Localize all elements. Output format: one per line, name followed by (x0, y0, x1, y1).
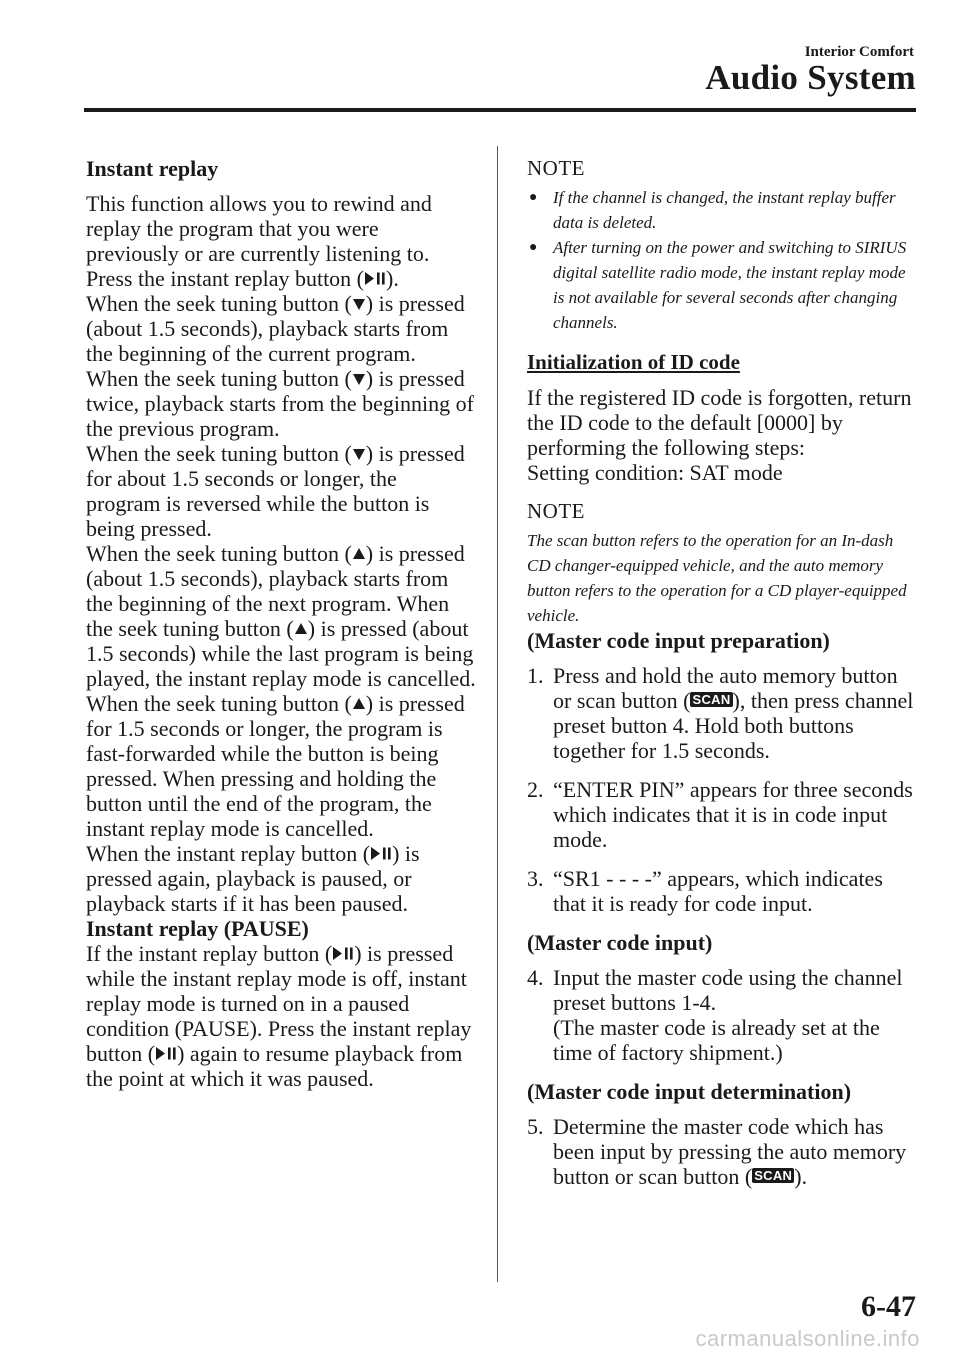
bullet-icon: ● (529, 190, 538, 205)
press-text-end: ). (386, 266, 399, 291)
press-text: Press the instant replay button ( (86, 266, 365, 291)
play-pause-icon (370, 846, 392, 861)
note-list (527, 185, 917, 335)
init-id-code-heading: Initialization of ID code (527, 350, 740, 374)
triangle-down-icon (352, 372, 366, 386)
play-pause-icon (364, 271, 386, 286)
prep-heading: (Master code input preparation) (527, 628, 830, 653)
step-4: 4. Input the master code using the channel preset buttons 1-4. (527, 965, 903, 1015)
left-column (86, 156, 476, 1091)
play-pause-icon (332, 946, 354, 961)
step-3: 3. “SR1 - - - -” appears, which indicates that it is ready for code input. (527, 866, 883, 916)
paragraph-seek-down-3: When the seek tuning button ( ) is pressed for about 1.5 seconds or longer, the program is reversed while the button is being pressed. (86, 441, 465, 541)
determination-heading: (Master code input determination) (527, 1079, 852, 1104)
paragraph-seek-down-1: When the seek tuning button ( ) is pressed (about 1.5 seconds), playback starts from the beginning of the current program. (86, 291, 465, 366)
right-column (527, 156, 917, 1189)
triangle-down-icon (352, 447, 366, 461)
paragraph-replay-again: When the instant replay button ( ) is pressed again, playback is paused, or playback starts if it has been paused. (86, 841, 420, 916)
paragraph-seek-up-1: When the seek tuning button ( ) is pressed (about 1.5 seconds), playback starts from the beginning of the next program. When the seek tuning button ( ) is pressed (about 1.5 seconds) while the last program is being played, the instant replay mode is cancelled. (86, 541, 476, 691)
intro-text: This function allows you to rewind and replay the program that you were previously or are currently listening to. (86, 191, 432, 266)
step-5: 5. Determine the master code which has been input by pressing the auto memory button or scan button ( SCAN). (527, 1114, 907, 1189)
step-1: 1. Press and hold the auto memory button or scan button ( SCAN), then press channel preset button 4. Hold both buttons together for 1.5 seconds. (527, 663, 914, 763)
note-text: The scan button refers to the operation for an In-dash CD changer-equipped vehicle, and the auto memory button refers to the operation for a CD player-equipped vehicle. (527, 531, 907, 625)
setting-condition: Setting condition: SAT mode (527, 460, 783, 485)
triangle-up-icon (352, 697, 366, 711)
input-heading: (Master code input) (527, 930, 713, 955)
page-title: Audio System (705, 58, 916, 97)
step-2: 2. “ENTER PIN” appears for three seconds which indicates that it is in code input mode. (527, 777, 913, 852)
init-id-code-text: If the registered ID code is forgotten, return the ID code to the default [0000] by performing the following steps: (527, 385, 912, 460)
paragraph-pause: If the instant replay button ( ) is pressed while the instant replay mode is off, instant replay mode is turned on in a paused condition (PAUSE). Press the instant replay button ( ) again to resume playback from the point at which it was paused. (86, 941, 472, 1091)
bullet-icon: ● (529, 240, 538, 255)
instant-replay-heading: Instant replay (86, 156, 219, 181)
scan-icon: SCAN (754, 1168, 793, 1184)
scan-icon: SCAN (692, 692, 731, 708)
triangle-down-icon (352, 297, 366, 311)
watermark: carmanualsonline.info (695, 1326, 920, 1351)
paragraph-seek-up-2: When the seek tuning button ( ) is pressed for 1.5 seconds or longer, the program is fast-forwarded while the button is being pressed. When pressing and holding the button until the end of the program, the instant replay mode is cancelled. (86, 691, 465, 841)
header-rule (84, 108, 916, 112)
note-item: ● If the channel is changed, the instant replay buffer data is deleted. (527, 185, 917, 235)
step-4-note: (The master code is already set at the time of factory shipment.) (553, 1015, 880, 1065)
column-divider (497, 146, 498, 1282)
note-label: NOTE (527, 156, 585, 180)
paragraph-seek-down-2: When the seek tuning button ( ) is pressed twice, playback starts from the beginning of the previous program. (86, 366, 474, 441)
instant-replay-intro (86, 191, 476, 291)
triangle-up-icon (294, 622, 308, 636)
note-label: NOTE (527, 499, 585, 523)
note-item: ● After turning on the power and switching to SIRIUS digital satellite radio mode, the instant replay mode is not available for several seconds after changing channels. (527, 235, 917, 335)
play-pause-icon (155, 1046, 177, 1061)
pause-heading: Instant replay (PAUSE) (86, 916, 309, 941)
section-label: Interior Comfort (804, 44, 914, 60)
triangle-up-icon (352, 547, 366, 561)
page-number: 6-47 (861, 1290, 916, 1323)
